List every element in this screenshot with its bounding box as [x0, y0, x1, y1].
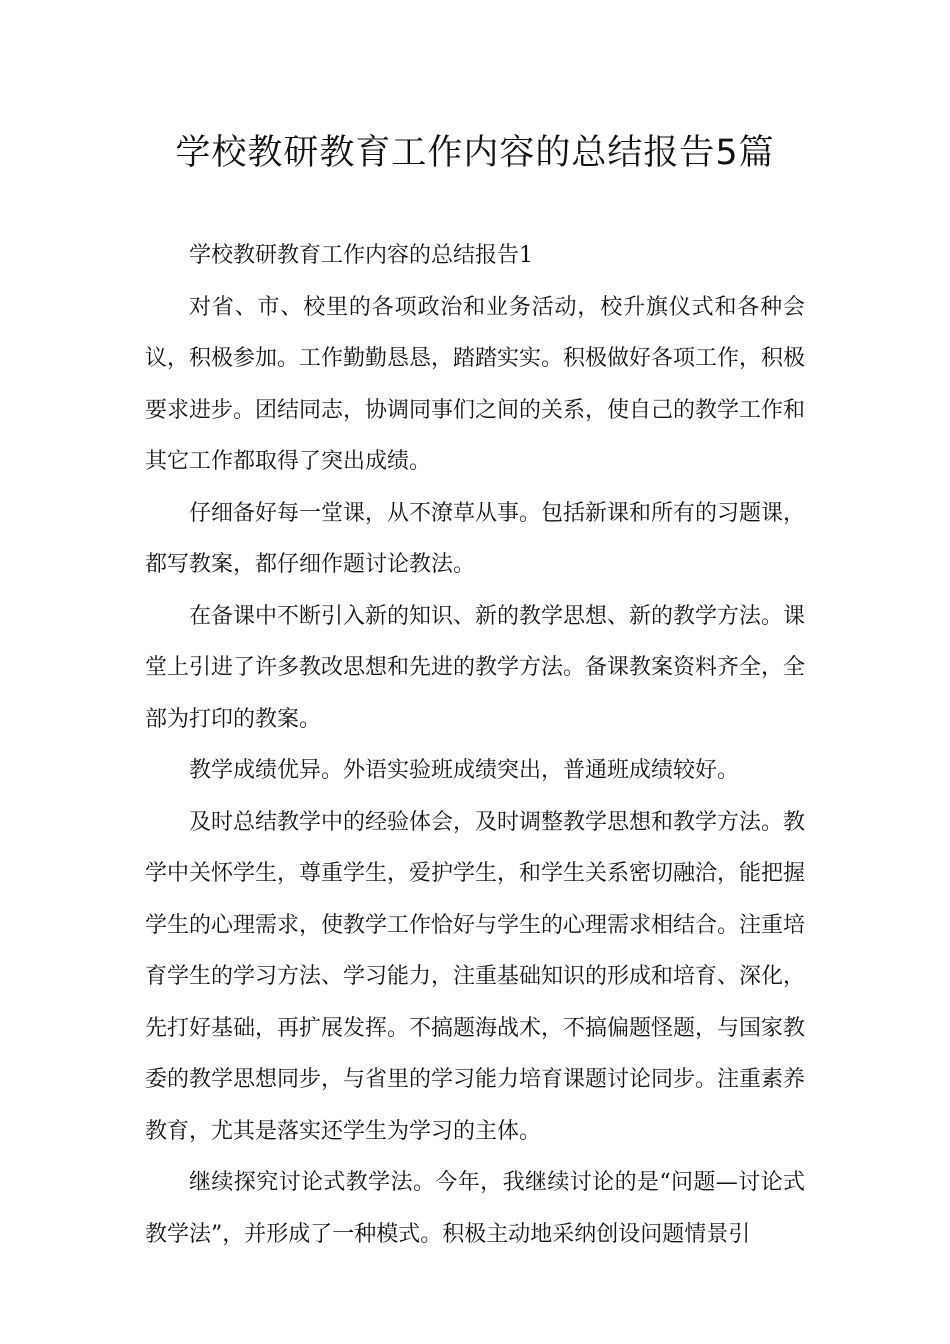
paragraph: 教学成绩优异。外语实验班成绩突出，普通班成绩较好。: [189, 758, 740, 783]
section-heading: 学校教研教育工作内容的总结报告1: [189, 243, 533, 268]
document-title: 学校教研教育工作内容的总结报告5篇: [175, 133, 775, 173]
paragraph: 及时总结教学中的经验体会，及时调整教学思想和教学方法。教学中关怀学生，尊重学生，爱护学生，和学生关系密切融洽，能把握学生的心理需求，使教学工作恰好与学生的心理需求相结合。注重培育学生的学习方法、学习能力，注重基础知识的形成和培育、深化，先打好基础，再扩展发挥。不搞题海战术，不搞偏题怪题，与国家教委的教学思想同步，与省里的学习能力培育课题讨论同步。注重素养教育，尤其是落实还学生为学习的主体。: [145, 809, 806, 1144]
paragraph: 对省、市、校里的各项政治和业务活动，校升旗仪式和各种会议，积极参加。工作勤勤恳恳，踏踏实实。积极做好各项工作，积极要求进步。团结同志，协调同事们之间的关系，使自己的教学工作和其它工作都取得了突出成绩。: [145, 294, 806, 474]
document-body: [145, 230, 805, 1260]
paragraph: 继续探究讨论式教学法。今年，我继续讨论的是“问题—讨论式教学法”，并形成了一种模式。积极主动地采纳创设问题情景引: [145, 1170, 805, 1247]
paragraph: 在备课中不断引入新的知识、新的教学思想、新的教学方法。课堂上引进了许多教改思想和先进的教学方法。备课教案资料齐全，全部为打印的教案。: [145, 603, 806, 732]
paragraph: 仔细备好每一堂课，从不潦草从事。包括新课和所有的习题课，都写教案，都仔细作题讨论教法。: [145, 500, 806, 577]
